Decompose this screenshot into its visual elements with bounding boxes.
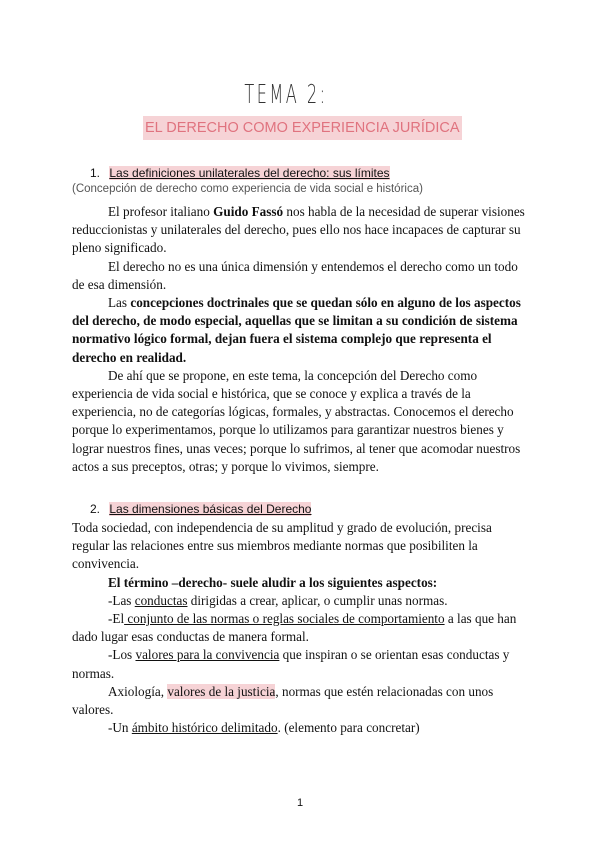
page-subtitle: EL DERECHO COMO EXPERIENCIA JURÍDICA xyxy=(143,116,462,140)
section-1-title: Las definiciones unilaterales del derecho: sus límites xyxy=(109,166,390,180)
page-number: 1 xyxy=(296,797,304,809)
paragraph: De ahí que se propone, en este tema, la concepción del Derecho como experiencia de vida social e histórica, que se conoce y explica a través de la experiencia, no de categorías lógicas, formales, y abstractas. Conocemos el derecho porque lo experimentamos, porque lo utilizamos para garantizar nuestros bienes y lograr nuestros fines, unas veces; porque lo sufrimos, al tener que acomodar nuestros actos a sus preceptos, otras; y porque lo vivimos, siempre. xyxy=(72,367,521,474)
section-1-note: (Concepción de derecho como experiencia de vida social e histórica) xyxy=(72,183,423,195)
section-1-number: 1. xyxy=(90,166,101,180)
section-1-body xyxy=(72,203,532,476)
list-item: Axiología, valores de la justicia, normas que estén relacionadas con unos valores. xyxy=(72,683,494,718)
paragraph: Toda sociedad, con independencia de su amplitud y grado de evolución, precisa regular las relaciones entre sus miembros mediante normas que posibiliten la convivencia. xyxy=(72,520,492,572)
paragraph: El derecho no es una única dimensión y entendemos el derecho como un todo de esa dimensión. xyxy=(72,258,518,292)
page-title: TEMA 2: xyxy=(244,80,328,110)
section-2-title: Las dimensiones básicas del Derecho xyxy=(109,502,312,516)
author-name: Guido Fassó xyxy=(213,204,284,219)
list-item: -Un ámbito histórico delimitado. (elemento para concretar) xyxy=(108,720,420,736)
section-1-heading xyxy=(90,166,390,181)
paragraph: Las concepciones doctrinales que se quedan sólo en alguno de los aspectos del derecho, de modo especial, aquellas que se limitan a su condición de sistema normativo lógico formal, dejan fuera el sistema complejo que representa el derecho en realidad. xyxy=(72,295,521,365)
section-2-heading xyxy=(90,502,311,517)
section-2-number: 2. xyxy=(90,502,101,516)
paragraph: El término –derecho- suele aludir a los siguientes aspectos: xyxy=(108,574,438,590)
paragraph: El profesor italiano Guido Fassó nos habla de la necesidad de superar visiones reduccionistas y unilaterales del derecho, pues ello nos hace incapaces de capturar su pleno significado. xyxy=(72,204,525,256)
list-item: -El conjunto de las normas o reglas sociales de comportamiento a las que han dado lugar esas conductas de manera formal. xyxy=(72,611,517,645)
list-item: -Los valores para la convivencia que inspiran o se orientan esas conductas y normas. xyxy=(72,647,510,681)
bold-statement: concepciones doctrinales que se quedan sólo en alguno de los aspectos del derecho, de modo especial, aquellas que se limitan a su condición de sistema normativo lógico formal, dejan fuera el sistema complejo que representa el derecho en realidad. xyxy=(72,295,521,365)
list-item: -Las conductas dirigidas a crear, aplicar, o cumplir unas normas. xyxy=(108,592,448,608)
section-2-body xyxy=(72,519,532,737)
